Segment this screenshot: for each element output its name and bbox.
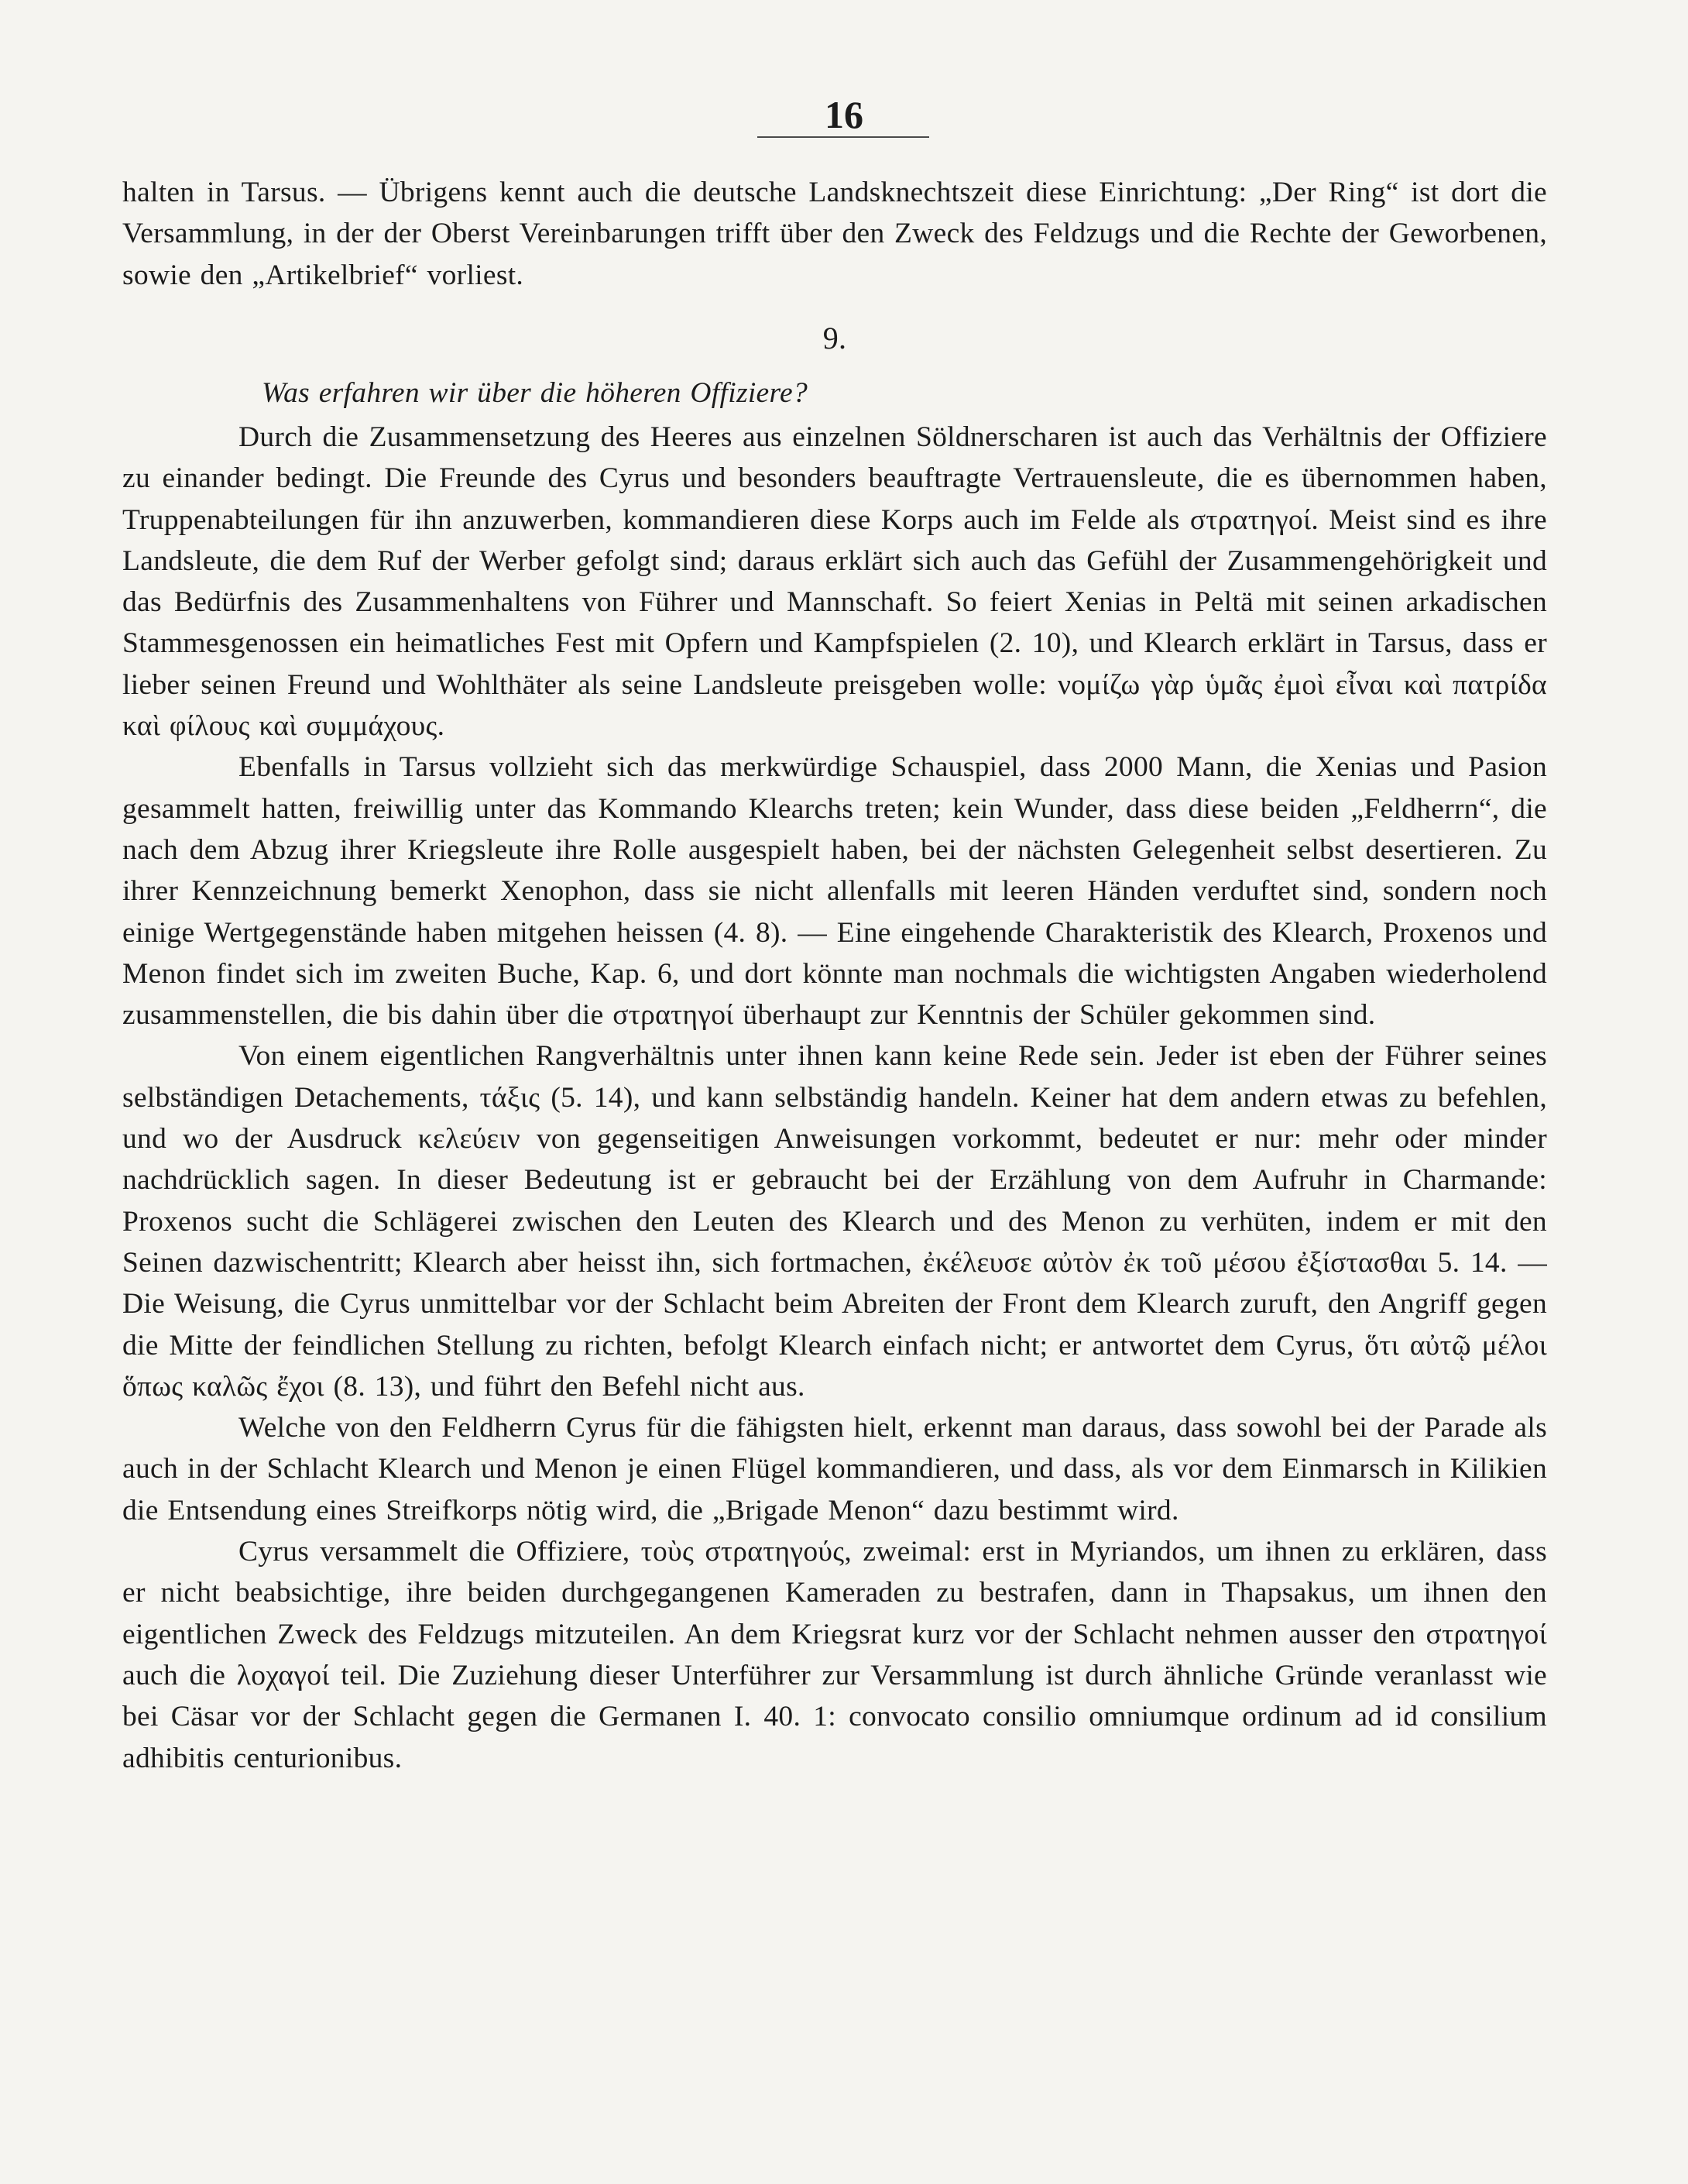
paragraph: Ebenfalls in Tarsus vollzieht sich das merkwürdige Schauspiel, dass 2000 Mann, die Xenias und Pasion gesammelt hatten, freiwillig unter das Kommando Klearchs treten; kein Wunder, dass diese beiden „Feldherrn“, die nach dem Abzug ihrer Kriegsleute ihre Rolle ausgespielt haben, bei der nächsten Gelegenheit selbst desertieren. Zu ihrer Kennzeichnung bemerkt Xenophon, dass sie nicht allenfalls mit leeren Händen verduftet sind, sondern noch einige Wertgegenstände haben mitgehen heissen (4. 8). — Eine eingehende Charakteristik des Klearch, Proxenos und Menon findet sich im zweiten Buche, Kap. 6, und dort könnte man nochmals die wichtigsten Angaben wiederholend zusammenstellen, die bis dahin über die στρατηγοί überhaupt zur Kenntnis der Schüler gekommen sind. — [122, 751, 1547, 1032]
paragraph-continuation: halten in Tarsus. — Übrigens kennt auch die deutsche Landsknechtszeit diese Einrichtung: „Der Ring“ ist dort die Versammlung, in der der Oberst Vereinbarungen trifft über den Zweck des Feldzugs und die Rechte der Geworbenen, sowie den „Artikelbrief“ vorliest. — [122, 177, 1547, 291]
page-number: 16 — [825, 93, 863, 136]
paragraph: Welche von den Feldherrn Cyrus für die fähigsten hielt, erkennt man daraus, dass sowohl bei der Parade als auch in der Schlacht Klearch und Menon je einen Flügel kommandieren, und dass, als vor dem Einmarsch in Kilikien die Entsendung eines Streifkorps nötig wird, die „Brigade Menon“ dazu bestimmt wird. — [122, 1412, 1547, 1526]
section-number: 9. — [822, 321, 847, 355]
section-heading: Was erfahren wir über die höheren Offiziere? — [262, 377, 808, 409]
page-text — [122, 172, 1547, 296]
section-heading-block — [122, 318, 1547, 359]
paragraph: Von einem eigentlichen Rangverhältnis unter ihnen kann keine Rede sein. Jeder ist eben der Führer seines selbständigen Detachements, τάξις (5. 14), und kann selbständig handeln. Keiner hat dem andern etwas zu befehlen, und wo der Ausdruck κελεύειν von gegenseitigen Anweisungen vorkommt, bedeutet er nur: mehr oder minder nachdrücklich sagen. In dieser Bedeutung ist er gebraucht bei der Erzählung von dem Aufruhr in Charmande: Proxenos sucht die Schlägerei zwischen den Leuten des Klearch und des Menon zu verhüten, indem er mit den Seinen dazwischentritt; Klearch aber heisst ihn, sich fortmachen, ἐκέλευσε αὐτὸν ἐκ τοῦ μέσου ἐξίστασθαι 5. 14. — Die Weisung, die Cyrus unmittelbar vor der Schlacht beim Abreiten der Front dem Klearch zuruft, den Angriff gegen die Mitte der feindlichen Stellung zu richten, befolgt Klearch einfach nicht; er antwortet dem Cyrus, ὅτι αὐτῷ μέλοι ὅπως καλῶς ἔχοι (8. 13), und führt den Befehl nicht aus. — [122, 1040, 1547, 1403]
page-number-rule — [757, 136, 929, 138]
section-body — [122, 417, 1547, 1779]
section-title-block — [122, 373, 1547, 414]
paragraph: Durch die Zusammensetzung des Heeres aus einzelnen Söldnerscharen ist auch das Verhältnis der Offiziere zu einander bedingt. Die Freunde des Cyrus und besonders beauftragte Vertrauensleute, die es übernommen haben, Truppenabteilungen für ihn anzuwerben, kommandieren diese Korps auch im Felde als στρατηγοί. Meist sind es ihre Landsleute, die dem Ruf der Werber gefolgt sind; daraus erklärt sich auch das Gefühl der Zusammengehörigkeit und das Bedürfnis des Zusammenhaltens von Führer und Mannschaft. So feiert Xenias in Peltä mit seinen arkadischen Stammesgenossen ein heimatliches Fest mit Opfern und Kampfspielen (2. 10), und Klearch erklärt in Tarsus, dass er lieber seinen Freund und Wohlthäter als seine Landsleute preisgeben wolle: νομίζω γὰρ ὑμᾶς ἐμοὶ εἶναι καὶ πατρίδα καὶ φίλους καὶ συμμάχους. — [122, 421, 1547, 743]
paragraph: Cyrus versammelt die Offiziere, τοὺς στρατηγούς, zweimal: erst in Myriandos, um ihnen zu erklären, dass er nicht beabsichtige, ihre beiden durchgegangenen Kameraden zu bestrafen, dann in Thapsakus, um ihnen den eigentlichen Zweck des Feldzugs mitzuteilen. An dem Kriegsrat kurz vor der Schlacht nehmen ausser den στρατηγοί auch die λοχαγοί teil. Die Zuziehung dieser Unterführer zur Versammlung ist durch ähnliche Gründe veranlasst wie bei Cäsar vor der Schlacht gegen die Germanen I. 40. 1: convocato consilio omniumque ordinum ad id consilium adhibitis centurionibus. — [122, 1536, 1547, 1774]
